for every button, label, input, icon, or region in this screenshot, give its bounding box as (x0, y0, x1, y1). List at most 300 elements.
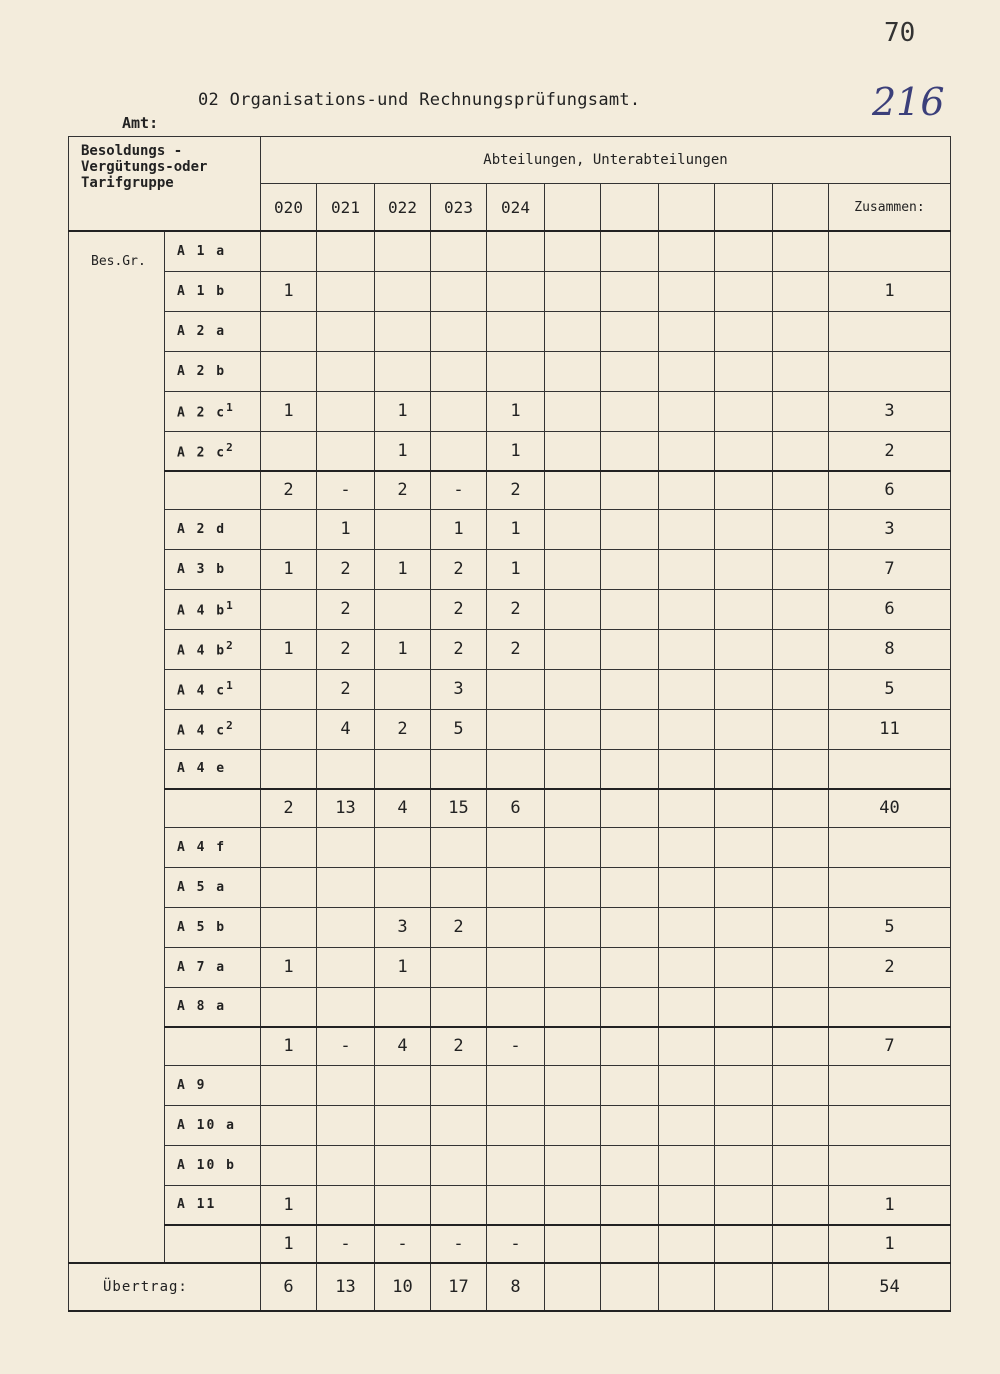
value-cell: 1 (487, 431, 545, 471)
value-cell (487, 231, 545, 271)
value-cell (261, 749, 317, 789)
value-cell (659, 351, 715, 391)
table-row (69, 589, 951, 629)
value-cell (773, 1145, 829, 1185)
value-cell (715, 987, 773, 1027)
value-cell (659, 231, 715, 271)
subtotal-cell: - (431, 1225, 487, 1263)
value-cell (545, 947, 601, 987)
value-cell (715, 749, 773, 789)
value-cell (659, 827, 715, 867)
value-cell (375, 987, 431, 1027)
value-cell: 2 (431, 907, 487, 947)
subtotal-total: 7 (829, 1027, 951, 1065)
value-cell (545, 509, 601, 549)
table-row (69, 271, 951, 311)
subtotal-cell: 2 (375, 471, 431, 509)
value-cell (773, 311, 829, 351)
value-cell (715, 947, 773, 987)
value-cell (715, 1185, 773, 1225)
total-cell (829, 987, 951, 1027)
page-number: 70 (884, 18, 916, 48)
total-cell: 2 (829, 431, 951, 471)
value-cell (317, 1145, 375, 1185)
subtotal-cell (601, 1225, 659, 1263)
category-label: Bes.Gr. (69, 231, 165, 1263)
total-cell: 6 (829, 589, 951, 629)
value-cell (601, 987, 659, 1027)
value-cell (375, 749, 431, 789)
value-cell (487, 1185, 545, 1225)
value-cell: 1 (261, 391, 317, 431)
value-cell (715, 509, 773, 549)
value-cell (487, 749, 545, 789)
column-header (659, 184, 715, 232)
value-cell (375, 1145, 431, 1185)
value-cell: 2 (317, 629, 375, 669)
column-header: 022 (375, 184, 431, 232)
value-cell (487, 1145, 545, 1185)
value-cell (715, 1105, 773, 1145)
value-cell: 1 (487, 549, 545, 589)
value-cell (431, 311, 487, 351)
table-row (69, 709, 951, 749)
grade-label (165, 789, 261, 827)
value-cell (375, 509, 431, 549)
value-cell (773, 867, 829, 907)
header-row (69, 137, 951, 184)
grade-label: A 2 a (165, 311, 261, 351)
value-cell (261, 987, 317, 1027)
value-cell (659, 669, 715, 709)
value-cell (773, 231, 829, 271)
value-cell (487, 351, 545, 391)
table-row (69, 311, 951, 351)
value-cell (487, 827, 545, 867)
table-row (69, 749, 951, 789)
value-cell (715, 629, 773, 669)
grade-label: A 10 a (165, 1105, 261, 1145)
value-cell (773, 431, 829, 471)
value-cell (545, 669, 601, 709)
value-cell (715, 271, 773, 311)
value-cell (545, 1145, 601, 1185)
value-cell (773, 391, 829, 431)
value-cell (715, 351, 773, 391)
value-cell (375, 351, 431, 391)
subtotal-cell: 1 (261, 1027, 317, 1065)
subtotal-cell (715, 789, 773, 827)
value-cell (773, 827, 829, 867)
value-cell (261, 669, 317, 709)
subtotal-cell: - (431, 471, 487, 509)
value-cell (773, 907, 829, 947)
table-row (69, 1185, 951, 1225)
value-cell (773, 1065, 829, 1105)
value-cell (773, 549, 829, 589)
carry-cell (601, 1263, 659, 1311)
carry-cell (773, 1263, 829, 1311)
subtotal-cell (659, 1027, 715, 1065)
value-cell (261, 351, 317, 391)
carry-cell: 6 (261, 1263, 317, 1311)
value-cell (317, 391, 375, 431)
value-cell (261, 1065, 317, 1105)
subtotal-cell: - (487, 1027, 545, 1065)
grade-label: A 2 d (165, 509, 261, 549)
value-cell (601, 669, 659, 709)
grade-label: A 3 b (165, 549, 261, 589)
value-cell (261, 509, 317, 549)
table-row (69, 549, 951, 589)
value-cell (659, 1065, 715, 1105)
value-cell: 1 (261, 947, 317, 987)
table-row (69, 907, 951, 947)
value-cell (601, 391, 659, 431)
value-cell (545, 1185, 601, 1225)
subtotal-cell (601, 471, 659, 509)
value-cell (261, 907, 317, 947)
grade-label: A 7 a (165, 947, 261, 987)
subtotal-cell (545, 789, 601, 827)
value-cell: 1 (375, 549, 431, 589)
subtotal-cell (545, 471, 601, 509)
column-header: 023 (431, 184, 487, 232)
salary-table (68, 136, 951, 1312)
value-cell (601, 1105, 659, 1145)
value-cell: 1 (431, 509, 487, 549)
value-cell: 3 (375, 907, 431, 947)
total-cell (829, 749, 951, 789)
total-cell (829, 351, 951, 391)
value-cell (715, 549, 773, 589)
subtotal-cell (715, 1027, 773, 1065)
total-cell (829, 311, 951, 351)
value-cell (487, 271, 545, 311)
carry-cell: 8 (487, 1263, 545, 1311)
value-cell (261, 709, 317, 749)
value-cell (773, 1105, 829, 1145)
value-cell: 1 (261, 549, 317, 589)
value-cell (317, 867, 375, 907)
value-cell (487, 987, 545, 1027)
subtotal-cell (545, 1027, 601, 1065)
value-cell (773, 271, 829, 311)
value-cell (773, 589, 829, 629)
total-cell: 5 (829, 669, 951, 709)
value-cell (601, 589, 659, 629)
value-cell (431, 271, 487, 311)
subtotal-cell: 2 (261, 471, 317, 509)
value-cell (659, 987, 715, 1027)
value-cell (715, 1065, 773, 1105)
subtotal-cell: - (375, 1225, 431, 1263)
total-cell: 1 (829, 271, 951, 311)
value-cell (545, 431, 601, 471)
value-cell (375, 1065, 431, 1105)
total-cell: 7 (829, 549, 951, 589)
subtotal-cell (659, 471, 715, 509)
value-cell (601, 629, 659, 669)
carry-total: 54 (829, 1263, 951, 1311)
table-row (69, 1145, 951, 1185)
value-cell (659, 709, 715, 749)
subtotal-cell (545, 1225, 601, 1263)
value-cell (545, 231, 601, 271)
value-cell (773, 351, 829, 391)
table-row (69, 1065, 951, 1105)
value-cell (601, 549, 659, 589)
value-cell (773, 749, 829, 789)
value-cell (261, 867, 317, 907)
value-cell (375, 867, 431, 907)
value-cell: 2 (431, 629, 487, 669)
header-abteilungen: Abteilungen, Unterabteilungen (261, 137, 951, 184)
table-row (69, 629, 951, 669)
total-cell (829, 1145, 951, 1185)
grade-label: A 4 $b^1$ (165, 589, 261, 629)
value-cell (261, 589, 317, 629)
value-cell (375, 271, 431, 311)
value-cell (659, 629, 715, 669)
value-cell (545, 549, 601, 589)
value-cell (659, 311, 715, 351)
value-cell (261, 431, 317, 471)
value-cell: 1 (375, 431, 431, 471)
table-row (69, 351, 951, 391)
grade-label: A 5 b (165, 907, 261, 947)
value-cell (601, 947, 659, 987)
value-cell (773, 1185, 829, 1225)
value-cell (659, 549, 715, 589)
value-cell: 5 (431, 709, 487, 749)
value-cell (601, 867, 659, 907)
value-cell (317, 231, 375, 271)
table-row (69, 431, 951, 471)
carry-row (69, 1263, 951, 1311)
value-cell (261, 827, 317, 867)
value-cell (773, 709, 829, 749)
table-row (69, 987, 951, 1027)
value-cell (601, 351, 659, 391)
value-cell (545, 629, 601, 669)
value-cell: 1 (261, 629, 317, 669)
subtotal-cell (773, 1027, 829, 1065)
value-cell (659, 391, 715, 431)
table-row (69, 391, 951, 431)
column-header (601, 184, 659, 232)
table-row (69, 867, 951, 907)
value-cell (601, 1065, 659, 1105)
carry-cell (545, 1263, 601, 1311)
amt-label: Amt: (122, 114, 159, 132)
value-cell (545, 351, 601, 391)
subtotal-cell: - (487, 1225, 545, 1263)
subtotal-cell: 15 (431, 789, 487, 827)
total-cell: 3 (829, 509, 951, 549)
value-cell: 2 (487, 589, 545, 629)
value-cell (487, 669, 545, 709)
value-cell (375, 231, 431, 271)
value-cell (715, 589, 773, 629)
column-header (773, 184, 829, 232)
value-cell (545, 749, 601, 789)
grade-label: A 9 (165, 1065, 261, 1105)
value-cell (659, 1185, 715, 1225)
value-cell (375, 827, 431, 867)
value-cell (715, 827, 773, 867)
value-cell (375, 1185, 431, 1225)
value-cell (261, 231, 317, 271)
value-cell (601, 749, 659, 789)
column-header: 020 (261, 184, 317, 232)
value-cell (487, 867, 545, 907)
grade-label: A 4 $c^1$ (165, 669, 261, 709)
value-cell (317, 947, 375, 987)
total-cell (829, 867, 951, 907)
column-header (545, 184, 601, 232)
value-cell: 1 (487, 391, 545, 431)
total-cell: 5 (829, 907, 951, 947)
carry-cell (659, 1263, 715, 1311)
table-row (69, 827, 951, 867)
grade-label: A 4 $b^2$ (165, 629, 261, 669)
carry-label: Übertrag: (69, 1263, 261, 1311)
total-cell: 2 (829, 947, 951, 987)
value-cell (545, 1105, 601, 1145)
value-cell (601, 1185, 659, 1225)
grade-label: A 2 b (165, 351, 261, 391)
value-cell (545, 827, 601, 867)
value-cell (431, 987, 487, 1027)
total-cell (829, 1105, 951, 1145)
value-cell (659, 1145, 715, 1185)
value-cell (659, 947, 715, 987)
value-cell (773, 947, 829, 987)
value-cell (601, 271, 659, 311)
subtotal-cell (715, 1225, 773, 1263)
value-cell (317, 749, 375, 789)
value-cell (601, 709, 659, 749)
value-cell (431, 947, 487, 987)
subtotal-cell: 2 (261, 789, 317, 827)
value-cell (773, 509, 829, 549)
table-row (69, 509, 951, 549)
value-cell (715, 311, 773, 351)
table-row (69, 231, 951, 271)
value-cell (601, 907, 659, 947)
value-cell (601, 231, 659, 271)
value-cell (487, 1065, 545, 1105)
value-cell: 2 (375, 709, 431, 749)
value-cell (261, 311, 317, 351)
carry-cell: 13 (317, 1263, 375, 1311)
value-cell (487, 907, 545, 947)
value-cell (659, 907, 715, 947)
value-cell (773, 987, 829, 1027)
value-cell (545, 311, 601, 351)
grade-label: A 8 a (165, 987, 261, 1027)
value-cell (317, 1105, 375, 1145)
subtotal-cell: - (317, 1225, 375, 1263)
value-cell (659, 431, 715, 471)
total-cell: 8 (829, 629, 951, 669)
value-cell: 3 (431, 669, 487, 709)
value-cell: 4 (317, 709, 375, 749)
table-row (69, 1105, 951, 1145)
value-cell (317, 827, 375, 867)
value-cell (601, 311, 659, 351)
total-cell (829, 1065, 951, 1105)
value-cell (317, 907, 375, 947)
value-cell (659, 509, 715, 549)
value-cell (431, 1065, 487, 1105)
value-cell (715, 907, 773, 947)
value-cell (545, 589, 601, 629)
value-cell: 2 (317, 589, 375, 629)
table-row (69, 947, 951, 987)
value-cell (431, 1105, 487, 1145)
subtotal-cell (715, 471, 773, 509)
value-cell (317, 351, 375, 391)
value-cell (317, 987, 375, 1027)
value-cell (375, 311, 431, 351)
total-cell (829, 827, 951, 867)
value-cell (375, 589, 431, 629)
value-cell (773, 629, 829, 669)
value-cell (261, 1105, 317, 1145)
subtotal-total: 40 (829, 789, 951, 827)
grade-label: A 2 $c^1$ (165, 391, 261, 431)
grade-label: A 10 b (165, 1145, 261, 1185)
value-cell (545, 271, 601, 311)
grade-label: A 5 a (165, 867, 261, 907)
subtotal-cell: 6 (487, 789, 545, 827)
value-cell (317, 271, 375, 311)
carry-cell: 17 (431, 1263, 487, 1311)
value-cell (375, 1105, 431, 1145)
value-cell (773, 669, 829, 709)
value-cell (487, 1105, 545, 1145)
value-cell (431, 867, 487, 907)
value-cell: 1 (487, 509, 545, 549)
value-cell: 1 (317, 509, 375, 549)
value-cell (715, 1145, 773, 1185)
table-row (69, 669, 951, 709)
value-cell (715, 867, 773, 907)
value-cell (601, 509, 659, 549)
subtotal-total: 6 (829, 471, 951, 509)
value-cell (317, 311, 375, 351)
value-cell (715, 431, 773, 471)
subtotal-total: 1 (829, 1225, 951, 1263)
value-cell (601, 431, 659, 471)
value-cell: 2 (317, 669, 375, 709)
value-cell (545, 391, 601, 431)
carry-cell: 10 (375, 1263, 431, 1311)
subtotal-cell: 2 (487, 471, 545, 509)
subtotal-cell: - (317, 1027, 375, 1065)
subtotal-cell (773, 789, 829, 827)
value-cell (545, 907, 601, 947)
value-cell (431, 351, 487, 391)
subtotal-cell (659, 1225, 715, 1263)
value-cell (431, 749, 487, 789)
grade-label (165, 471, 261, 509)
value-cell (317, 431, 375, 471)
page-number-handwritten: 216 (872, 80, 945, 124)
grade-label: A 11 (165, 1185, 261, 1225)
